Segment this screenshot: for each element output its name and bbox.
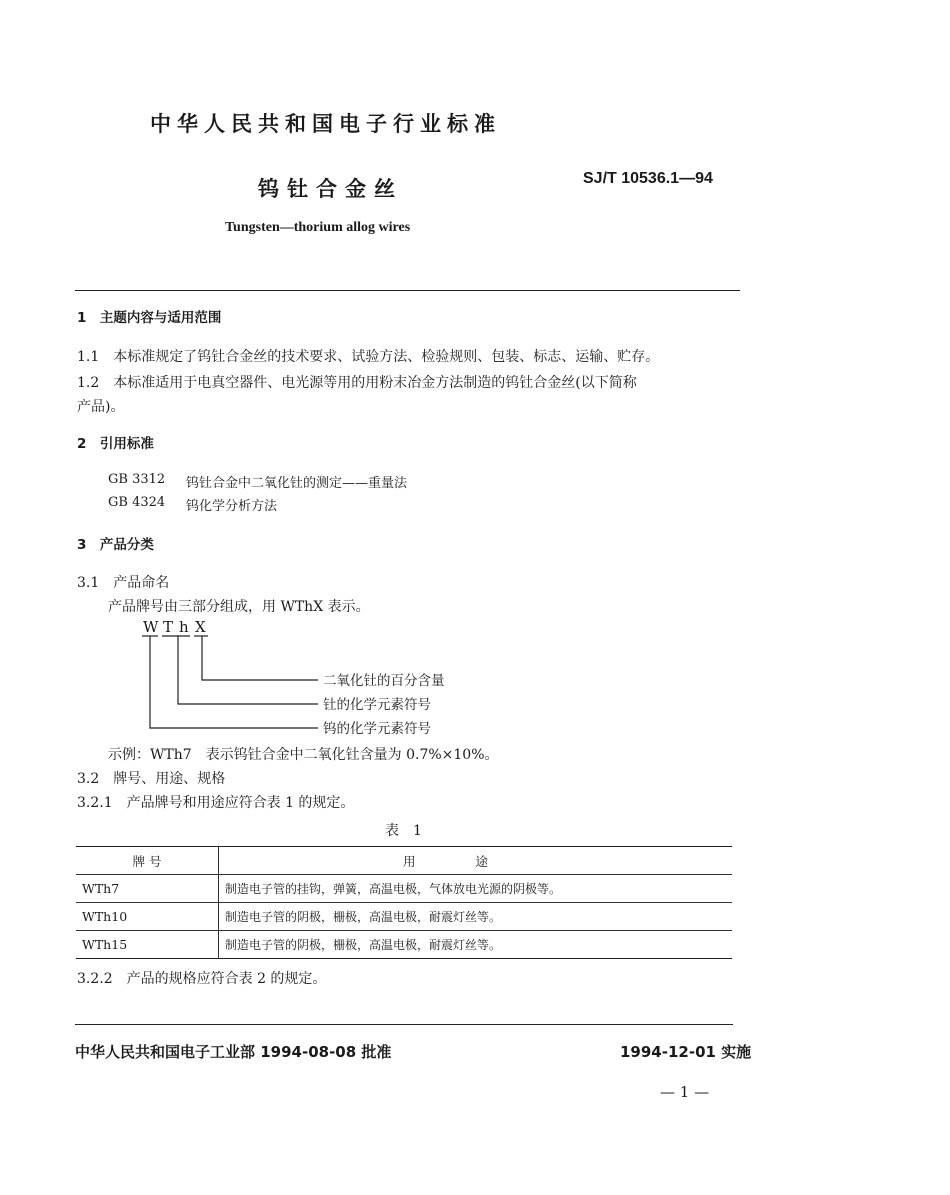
clause-3-2-heading: 3.2 牌号、用途、规格	[77, 771, 226, 787]
table-1-title: 表 1	[385, 823, 422, 839]
clause-3-1-text: 产品牌号由三部分组成，用 WThX 表示。	[108, 599, 370, 615]
table-cell-usage: 制造电子管的挂钩，弹簧，高温电极，气体放电光源的阴极等。	[219, 875, 733, 903]
naming-example: 示例：WTh7 表示钨钍合金中二氧化钍含量为 0.7%×10%。	[108, 747, 499, 763]
table-cell-grade: WTh7	[76, 875, 219, 903]
diagram-letter-t: T	[163, 618, 174, 636]
page-number: — 1 —	[660, 1083, 710, 1101]
table-row	[76, 903, 732, 931]
ref-title-1: 钨钍合金中二氧化钍的测定——重量法	[186, 476, 408, 491]
standard-code: SJ/T 10536.1—94	[583, 170, 713, 187]
clause-1-1: 1.1 本标准规定了钨钍合金丝的技术要求、试验方法、检验规则、包装、标志、运输、贮存。	[77, 349, 660, 365]
implementation-date: 1994-12-01 实施	[620, 1043, 752, 1061]
clause-3-1-heading: 3.1 产品命名	[77, 575, 170, 591]
ref-code-1: GB 3312	[108, 472, 166, 487]
diagram-label-thoria-content: 二氧化钍的百分含量	[323, 673, 445, 689]
diagram-line-x	[202, 636, 318, 680]
table-row	[76, 875, 732, 903]
footer-divider	[75, 1024, 733, 1025]
clause-3-2-2: 3.2.2 产品的规格应符合表 2 的规定。	[77, 971, 327, 987]
table-header-grade: 牌 号	[76, 847, 219, 875]
table-cell-usage: 制造电子管的阴极，栅极，高温电极，耐震灯丝等。	[219, 931, 733, 959]
table-header-row	[76, 847, 732, 875]
diagram-line-w	[150, 636, 318, 728]
document-title-cn: 钨钍合金丝	[258, 177, 403, 201]
table-cell-grade: WTh10	[76, 903, 219, 931]
clause-3-2-1: 3.2.1 产品牌号和用途应符合表 1 的规定。	[77, 795, 355, 811]
diagram-label-tungsten-symbol: 钨的化学元素符号	[323, 721, 431, 737]
document-title-en: Tungsten—thorium allog wires	[225, 220, 411, 235]
naming-diagram	[140, 615, 540, 745]
section-1-heading: 1 主题内容与适用范围	[77, 310, 222, 326]
diagram-letter-x: X	[195, 618, 206, 636]
table-header-usage: 用途	[219, 847, 733, 875]
standard-category-heading: 中华人民共和国电子行业标准	[150, 112, 501, 136]
approval-note: 中华人民共和国电子工业部 1994-08-08 批准	[75, 1043, 392, 1061]
section-2-heading: 2 引用标准	[77, 436, 154, 452]
clause-1-2-cont: 产品)。	[77, 399, 125, 415]
diagram-letter-w: W	[143, 618, 159, 636]
clause-1-2: 1.2 本标准适用于电真空器件、电光源等用的用粉末冶金方法制造的钨钍合金丝(以下简称	[77, 375, 637, 391]
grade-usage-table	[76, 846, 732, 959]
section-3-heading: 3 产品分类	[77, 537, 154, 553]
diagram-label-thorium-symbol: 钍的化学元素符号	[323, 697, 431, 713]
table-cell-usage: 制造电子管的阴极，栅极，高温电极，耐震灯丝等。	[219, 903, 733, 931]
diagram-line-th	[178, 636, 318, 704]
header-divider	[75, 290, 740, 291]
table-row	[76, 931, 732, 959]
diagram-letter-h: h	[179, 618, 189, 636]
table-cell-grade: WTh15	[76, 931, 219, 959]
ref-code-2: GB 4324	[108, 495, 166, 510]
ref-title-2: 钨化学分析方法	[186, 499, 278, 514]
